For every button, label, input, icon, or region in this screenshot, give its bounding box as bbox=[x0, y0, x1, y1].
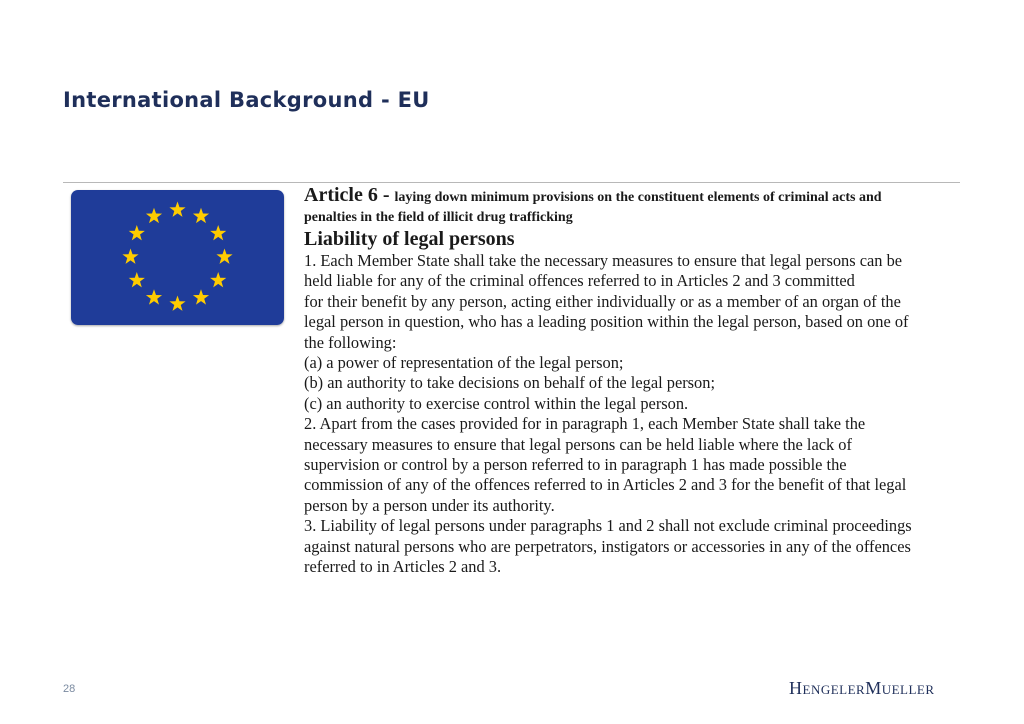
page-number: 28 bbox=[63, 683, 76, 695]
article-text bbox=[304, 183, 1010, 578]
article-line: 3. Liability of legal persons under paragraphs 1 and 2 shall not exclude criminal proceedings bbox=[304, 516, 912, 536]
liability-title: Liability of legal persons bbox=[304, 228, 515, 250]
article-line: for their benefit by any person, acting either individually or as a member of an organ of the bbox=[304, 291, 901, 311]
article-line: (c) an authority to exercise control within the legal person. bbox=[304, 393, 689, 413]
article-line: referred to in Articles 2 and 3. bbox=[304, 557, 502, 577]
article-line: person by a person under its authority. bbox=[304, 495, 555, 515]
article-heading-sub: laying down minimum provisions on the constituent elements of criminal acts and bbox=[394, 190, 882, 205]
article-line: commission of any of the offences referred to in Articles 2 and 3 for the benefit of that legal bbox=[304, 475, 907, 495]
hengeler-mueller-logo: HengelerMueller bbox=[789, 678, 935, 698]
article-line: (b) an authority to take decisions on behalf of the legal person; bbox=[304, 373, 716, 393]
article-heading-sub-2: penalties in the field of illicit drug trafficking bbox=[304, 210, 573, 225]
article-line: against natural persons who are perpetrators, instigators or accessories in any of the offences bbox=[304, 536, 911, 556]
article-line: held liable for any of the criminal offences referred to in Articles 2 and 3 committed bbox=[304, 271, 855, 291]
article-body bbox=[304, 251, 1010, 578]
article-line: legal person in question, who has a leading position within the legal person, based on one of bbox=[304, 312, 909, 332]
article-line: (a) a power of representation of the legal person; bbox=[304, 353, 624, 373]
article-number: Article 6 - bbox=[304, 184, 390, 206]
eu-flag-icon bbox=[71, 190, 284, 325]
article-line: supervision or control by a person referred to in paragraph 1 has made possible the bbox=[304, 455, 847, 475]
article-line: 2. Apart from the cases provided for in paragraph 1, each Member State shall take the bbox=[304, 414, 866, 434]
article-line: the following: bbox=[304, 332, 397, 352]
slide-title: International Background - EU bbox=[63, 88, 430, 112]
article-line: necessary measures to ensure that legal persons can be held liable where the lack of bbox=[304, 434, 852, 454]
article-line: 1. Each Member State shall take the necessary measures to ensure that legal persons can be bbox=[304, 251, 903, 270]
article-heading bbox=[304, 183, 1010, 210]
